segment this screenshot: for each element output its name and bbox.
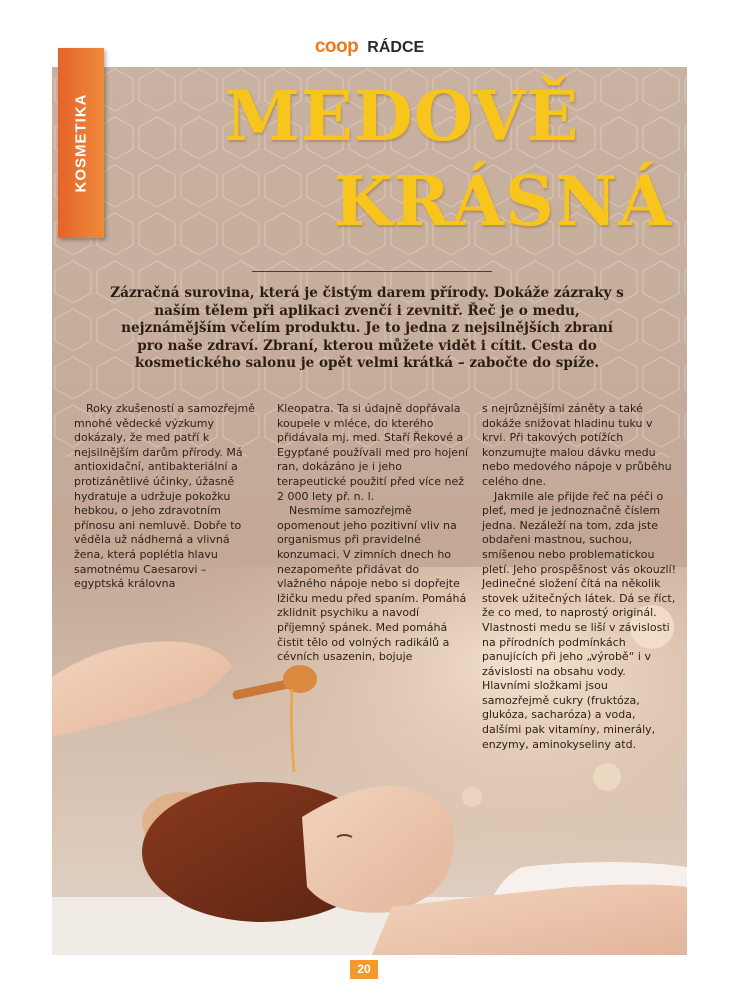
paragraph: Kleopatra. Ta si údajně dopřávala koupele v mléce, do kterého přidávala mj. med. Staří Řekové a Egypťané používali med pro hojení ran, dokázáno je i jeho terapeutické použití před více než 2 000 lety př. n. l.: [277, 402, 469, 503]
article-page: [52, 67, 687, 955]
article-title-line2: KRÁSNÁ: [333, 162, 672, 242]
paragraph: Jakmile ale přijde řeč na péči o pleť, med je jednoznačně číslem jedna. Nezáleží na tom, zda jste obdařeni mastnou, suchou, smíšenou nebo problematickou pletí. Jeho prospěšnost vás okouzlí! Jedinečné složení čítá na několik stovek užitečných látek. Dá se říct, že co med, to naprostý originál. Vlastnosti medu se liší v závislosti na přírodních podmínkách panujících při jeho „výrobě“ i v závislosti na obsahu vody. Hlavními složkami jsou samozřejmě cukry (fruktóza, glukóza, sacharóza) a voda, dalšími pak vitamíny, minerály, enzymy, aminokyseliny atd.: [482, 489, 677, 751]
title-divider: [252, 271, 492, 272]
brand-header: [0, 36, 739, 58]
page-number: 20: [350, 960, 378, 979]
article-title-line1: MEDOVĚ: [224, 77, 580, 157]
article-column-2: [277, 402, 469, 665]
article-column-1: [74, 402, 260, 592]
paragraph: s nejrůznějšími záněty a také dokáže snižovat hladinu tuku v krvi. Při takových potížích konzumujte malou dávku medu nebo medového nápoje v průběhu celého dne.: [482, 402, 672, 488]
coop-logo: coop: [314, 36, 359, 57]
section-label: KOSMETIKA: [72, 93, 90, 193]
section-tab: [58, 48, 104, 238]
article-column-3: [482, 402, 677, 752]
paragraph: Nesmíme samozřejmě opomenout jeho pozitivní vliv na organismus při pravidelné konzumaci. V zimních dnech ho nezapomeňte přidávat do vlažného nápoje nebo si dopřejte lžičku medu před spaním. Pomáhá zklidnit psychiku a navodí příjemný spánek. Med pomáhá čistit tělo od volných radikálů a cévních usazenin, bojuje: [277, 504, 467, 664]
brand-name: RÁDCE: [367, 39, 425, 56]
paragraph: Roky zkušeností a samozřejmě mnohé vědecké výzkumy dokázaly, že med patří k nejsilnějším darům přírody. Má antioxidační, antibakteriální a protizánětlivé účinky, úžasně hydratuje a udržuje pokožku hebkou, o jeho zdravotním přínosu ani nemluvě. Dobře to věděla už nádherná a vlivná žena, která poplétla hlavu samotnému Caesarovi – egyptská královna: [74, 402, 255, 591]
article-lead: Zázračná surovina, která je čistým darem přírody. Dokáže zázraky s naším tělem při aplikaci zvenčí i zevnitř. Řeč je o medu, nejznámějším včelím produktu. Je to jedna z nejsilnějších zbraní pro naše zdraví. Zbraní, kterou můžete vidět i cítit. Cesta do kosmetického salonu je opět velmi krátká – zabočte do spíže.: [110, 285, 624, 371]
